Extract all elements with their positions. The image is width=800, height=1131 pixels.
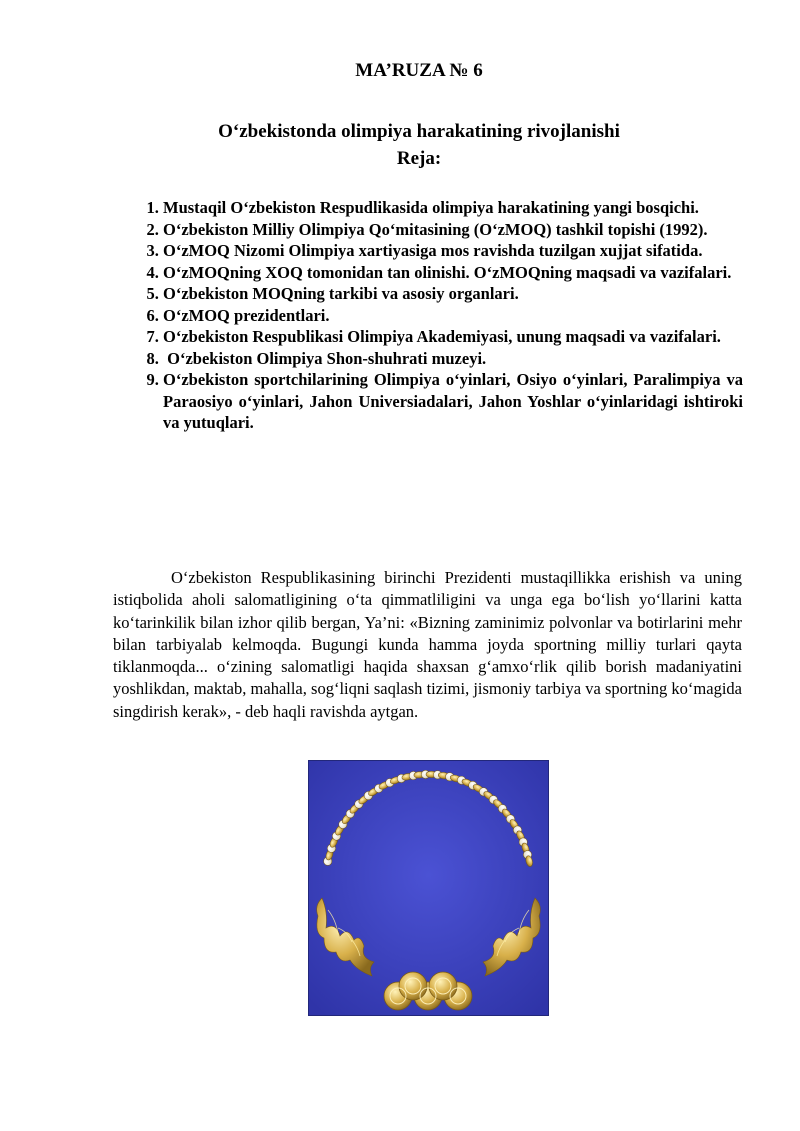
plan-item: 9. O‘zbekiston sportchilarining Olimpiya o‘yinlari, Osiyo o‘yinlari, Paralimpiya va Paraosiyo o‘yinlari, Jahon Universiadalari, Jahon Yoshlar o‘yinlaridagi ishtiroki va yutuqlari. [163,369,743,434]
plan-item: 2. O‘zbekiston Milliy Olimpiya Qo‘mitasining (O‘zMOQ) tashkil topishi (1992). [163,219,743,241]
plan-item: 4. O‘zMOQning XOQ tomonidan tan olinishi. O‘zMOQning maqsadi va vazifalari. [163,262,743,284]
body-paragraph: O‘zbekiston Respublikasining birinchi Prezidenti mustaqillikka erishish va uning istiqbolida aholi salomatligining o‘ta qimmatliligini va unga ega bo‘lish yo‘llarini katta ko‘tarinkilik bilan izhor qilib bergan, Ya’ni: «Bizning zaminimiz polvonlar va botirlarini mehr bilan tarbiyalab kelmoqda. Bugungi kunda hamma joyda sportning milliy turlari qayta tiklanmoqda... o‘zining salomatligi haqida shaxsan g‘amxo‘rlik qilib borish madaniyatini yoshlikdan, maktab, mahalla, sog‘liqni saqlash tizimi, jismoniy tarbiya va sportning ko‘magida singdirish kerak», - deb haqli ravishda aytgan. [113,568,742,721]
plan-item: 8. O‘zbekiston Olimpiya Shon-shuhrati muzeyi. [163,348,743,370]
lecture-topic [0,118,800,172]
plan-label: Reja: [396,148,442,169]
plan-item: 1. Mustaqil O‘zbekiston Respudlikasida olimpiya harakatining yangi bosqichi. [163,197,743,219]
topic-title: O‘zbekistonda olimpiya harakatining rivojlanishi [218,121,620,142]
plan-item: 5. O‘zbekiston MOQning tarkibi va asosiy organlari. [163,283,743,305]
plan-item: 3. O‘zMOQ Nizomi Olimpiya xartiyasiga mos ravishda tuzilgan xujjat sifatida. [163,240,743,262]
plan-item: 6. O‘zMOQ prezidentlari. [163,305,743,327]
necklace-photo [308,760,549,1016]
plan-item: 7. O‘zbekiston Respublikasi Olimpiya Akademiyasi, unung maqsadi va vazifalari. [163,326,743,348]
plan-list [113,197,743,434]
lecture-number: MA’RUZA № 6 [355,60,483,81]
